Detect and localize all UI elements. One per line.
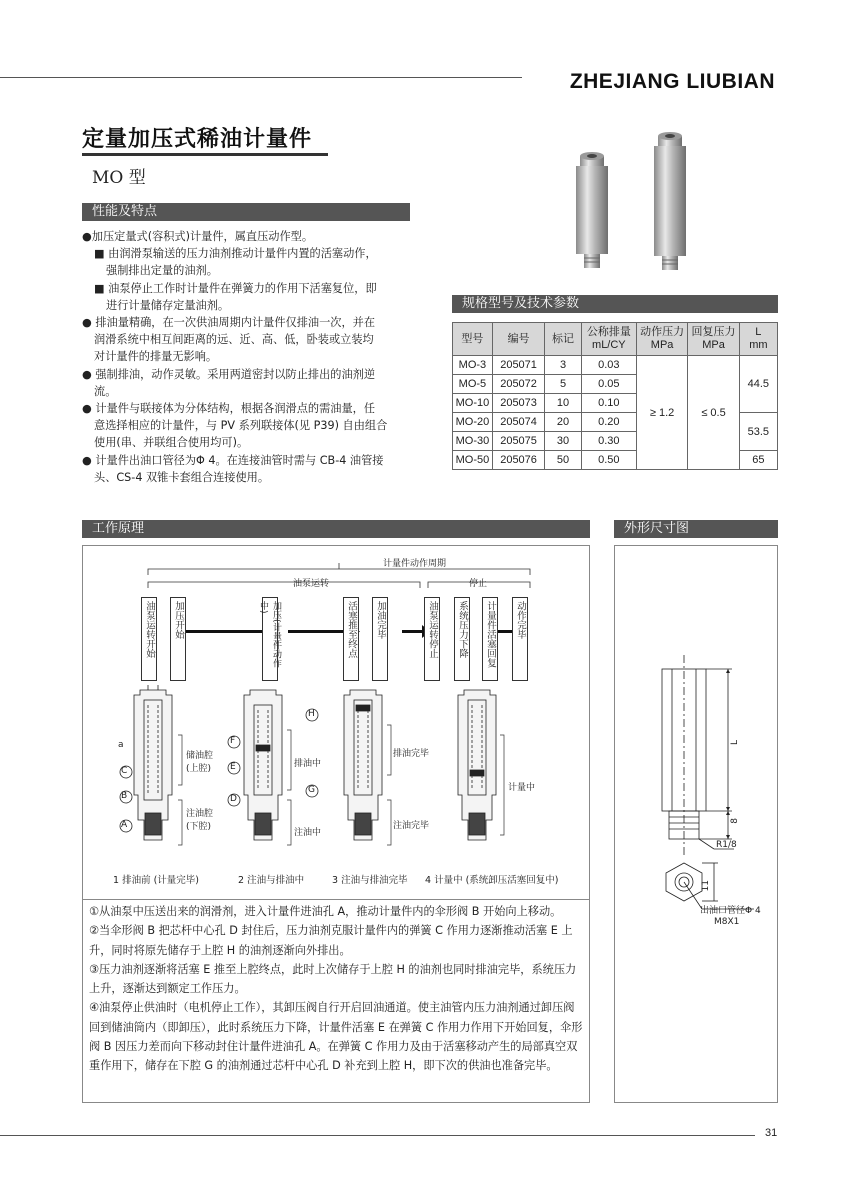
table-row: MO-3 205071 3 0.03 ≥ 1.2 ≤ 0.5 44.5: [453, 356, 778, 375]
spec-heading: 规格型号及技术参数: [452, 295, 778, 313]
step-box: 油泵运转停止: [424, 597, 440, 681]
letter-b: B: [121, 791, 128, 801]
step-box: 加压开始: [170, 597, 186, 681]
dim-r18: R1/8: [716, 840, 737, 850]
principle-paragraph: ①从油泵中压送出来的润滑剂，进入计量件进油孔 A，推动计量件内的伞形阀 B 开始向上移动。: [89, 905, 562, 918]
injecting-label: 注油中: [294, 828, 322, 838]
feature-line: ● 计量件与联接体为分体结构，根据各润滑点的需油量，任: [82, 402, 376, 416]
step-box: 加压(计量件动作中): [262, 597, 278, 681]
device-2: [244, 690, 282, 840]
dimension-drawing-graphics: [614, 545, 778, 1103]
letter-d: D: [230, 794, 237, 804]
feature-line: 润滑系统中相互间距离的远、近、高、低，卧装或立装均: [94, 333, 374, 347]
header-action-pressure: 动作压力 MPa: [636, 323, 687, 356]
feature-line: 进行计量储存定量油剂。: [106, 298, 230, 312]
device-4: [458, 690, 496, 840]
step-box: 动作完毕: [512, 597, 528, 681]
feature-line: ■ 油泵停止工作时计量件在弹簧力的作用下活塞复位，即: [94, 281, 377, 295]
dim-8: 8: [730, 818, 740, 824]
feature-line: ● 排油量精确，在一次供油周期内计量件仅排油一次，并在: [82, 316, 376, 330]
feature-line: ● 计量件出油口管径为Φ 4。在连接油管时需与 CB-4 油管接: [82, 453, 384, 467]
title-underline: [82, 153, 328, 156]
principle-heading: 工作原理: [82, 520, 590, 538]
lower-chamber-label: 注油腔 (下腔): [186, 809, 214, 832]
table-row: MO-30 205075 30 0.30: [453, 432, 778, 451]
dimension-heading: 外形尺寸图: [614, 520, 778, 538]
feature-line: ■ 由润滑泵输送的压力油剂推动计量件内置的活塞动作，: [94, 247, 377, 261]
product-photo: [560, 128, 710, 278]
page-title: 定量加压式稀油计量件: [82, 127, 313, 152]
letter-a: A: [121, 820, 128, 830]
step-box: 活塞推至终点: [343, 597, 359, 681]
length-value: 53.5: [739, 413, 777, 451]
dim-outlet: 出油口管径Φ 4: [700, 906, 761, 916]
step-box: 计量件活塞回复: [482, 597, 498, 681]
feature-line: 头、CS-4 双锥卡套组合连接使用。: [94, 470, 270, 484]
dim-11: 11: [701, 880, 711, 892]
spec-header-row: [453, 323, 778, 356]
table-row: MO-10 205073 10 0.10: [453, 394, 778, 413]
header-return-pressure: 回复压力 MPa: [688, 323, 739, 356]
discharge-done-label: 排油完毕: [393, 749, 430, 759]
discharging-label: 排油中: [294, 759, 322, 769]
long-metering-unit-image: [654, 132, 686, 270]
feature-line: 意选择相应的计量件，与 PV 系列联接体(见 P39) 自由组合: [94, 419, 388, 433]
step-box: 系统压力下降: [454, 597, 470, 681]
table-row: MO-5 205072 5 0.05: [453, 375, 778, 394]
upper-chamber-label: 储油腔 (上腔): [186, 751, 214, 774]
letter-f: F: [230, 736, 236, 746]
feature-line: 使用(串、并联组合使用均可)。: [94, 436, 249, 450]
device-1: [134, 685, 172, 840]
device-3: [344, 690, 382, 840]
dim-thread: M8X1: [714, 917, 740, 927]
short-metering-unit-image: [576, 152, 608, 268]
footer-rule: [0, 1135, 755, 1136]
table-row: MO-50 205076 50 0.50 65: [453, 451, 778, 470]
feature-line: ●加压定量式(容积式)计量件，属直压动作型。: [82, 230, 314, 243]
feature-line: ● 强制排油，动作灵敏。采用两道密封以防止排出的油剂逆: [82, 367, 376, 381]
principle-paragraph: ③压力油剂逐渐将活塞 E 推至上腔终点，此时上次储存于上腔 H 的油剂也同时排油完毕，系统压力上升，逐渐达到额定工作压力。: [89, 962, 577, 996]
pump-running-label: 油泵运转: [293, 579, 330, 589]
return-pressure-value: ≤ 0.5: [688, 356, 739, 470]
letter-c: C: [121, 766, 128, 776]
step-box: 油泵运转开始: [141, 597, 157, 681]
metering-label: 计量中: [508, 783, 536, 793]
principle-paragraph: ④油泵停止供油时（电机停止工作），其卸压阀自行开启回油通道。使主油管内压力油剂通过卸压阀回到储油筒内（即卸压），此时系统压力下降，计量件活塞 E 在弹簧 C 作用力作用下开始回复，伞形阀 B 因压力差而向下移动封住计量件进油孔 A。在弹簧 C 作用力及由于活塞移动产生的局部真空双重作用下，储存在下腔 G 的油剂通过芯杆中心孔 D 补充到上腔 H，即下次的供油也准备完毕。: [89, 1001, 583, 1073]
caption-4: 4 计量中 (系统卸压活塞回复中): [425, 875, 559, 886]
cycle-label: 计量件动作周期: [383, 559, 447, 569]
action-pressure-value: ≥ 1.2: [636, 356, 687, 470]
feature-line: 强制排出定量的油剂。: [106, 264, 218, 278]
dim-L: L: [730, 740, 740, 746]
header-rule: [0, 77, 522, 78]
letter-g: G: [308, 785, 315, 795]
length-value: 44.5: [739, 356, 777, 413]
caption-2: 2 注油与排油中: [238, 875, 305, 886]
letter-h: H: [308, 709, 315, 719]
features-heading: 性能及特点: [82, 203, 410, 221]
model-label: MO 型: [92, 168, 146, 188]
header-displacement: 公称排量 mL/CY: [581, 323, 636, 356]
feature-line: 流。: [94, 384, 117, 398]
pump-stop-label: 停止: [469, 579, 488, 589]
dimension-a: a: [118, 740, 124, 750]
table-row: MO-20 205074 20 0.20 53.5: [453, 413, 778, 432]
page-number: 31: [765, 1127, 778, 1139]
header-length: L mm: [739, 323, 777, 356]
caption-3: 3 注油与排油完毕: [332, 875, 408, 886]
brand-name: ZHEJIANG LIUBIAN: [569, 70, 775, 93]
feature-line: 对计量件的排量无影响。: [94, 350, 218, 364]
letter-e: E: [230, 762, 236, 772]
header-model: 型号: [453, 323, 493, 356]
step-box: 加油完毕: [372, 597, 388, 681]
header-mark: 标记: [545, 323, 581, 356]
length-value: 65: [739, 451, 777, 470]
header-code: 编号: [492, 323, 544, 356]
principle-text: [82, 900, 590, 1103]
caption-1: 1 排油前 (计量完毕): [113, 875, 199, 886]
principle-paragraph: ②当伞形阀 B 把芯杆中心孔 D 封住后，压力油剂克服计量件内的弹簧 C 作用力逐渐推动活塞 E 上升，同时将原先储存于上腔 H 的油剂逐渐向外排出。: [89, 924, 573, 957]
spec-table: [452, 322, 778, 470]
inject-done-label: 注油完毕: [393, 821, 430, 831]
features-list: [82, 228, 412, 486]
